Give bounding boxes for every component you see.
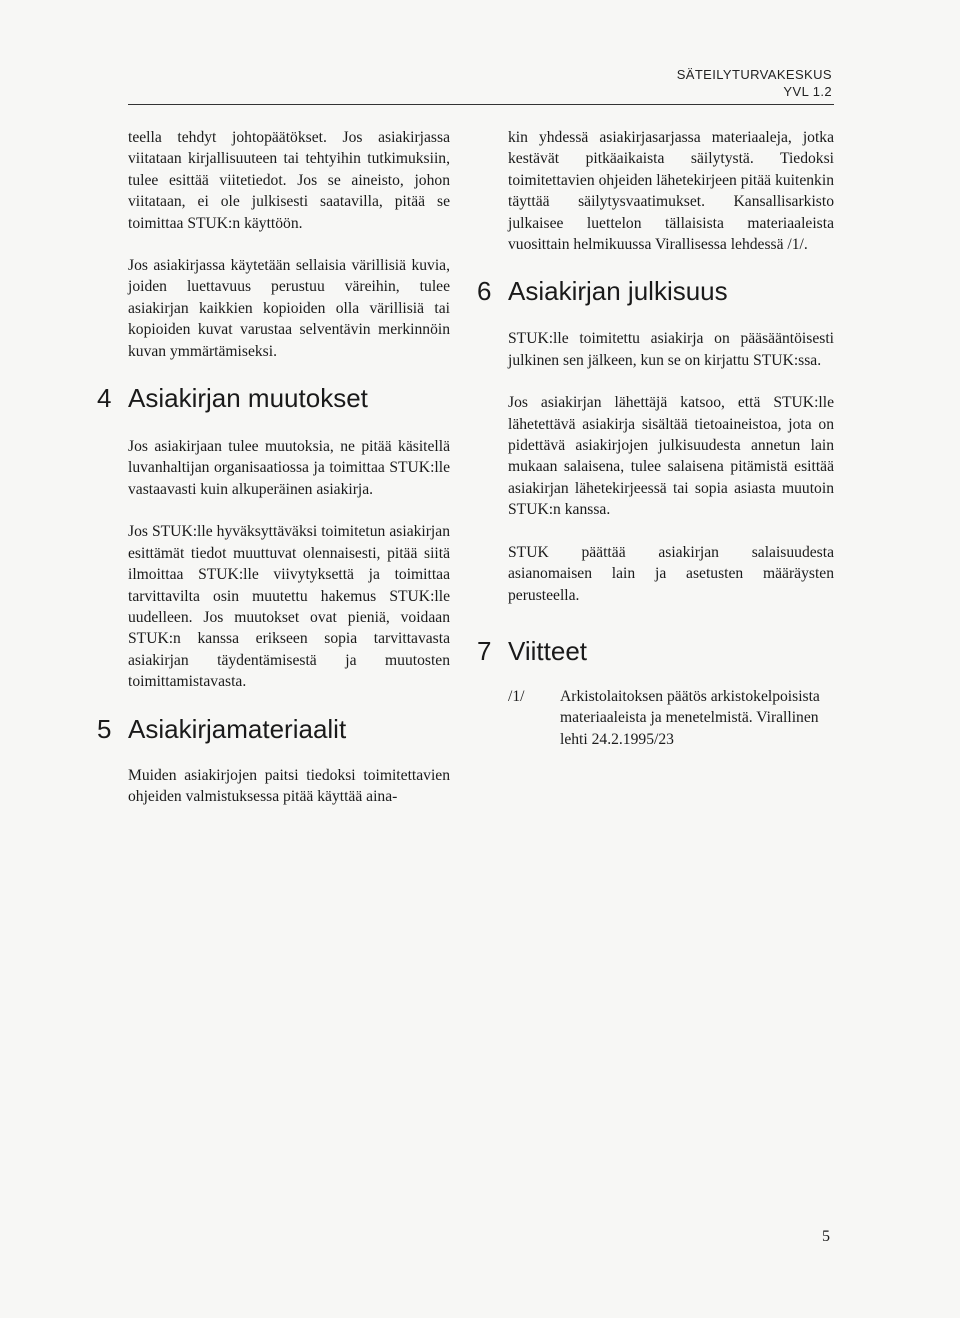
reference-item: [508, 686, 834, 750]
section-title: Viitteet: [508, 635, 588, 666]
section-heading-4: [97, 383, 450, 414]
section-number: 5: [97, 713, 112, 744]
section-title: Asiakirjan julkisuus: [508, 276, 728, 307]
left-column: [97, 127, 450, 828]
section-title: Asiakirjamateriaalit: [128, 713, 347, 744]
paragraph: Jos STUK:lle hyväksyttäväksi toimitetun asiakirjan esittämät tiedot muuttuvat olennaisesti, pitää siitä ilmoittaa STUK:lle viivytyksettä ja toimittaa tarvittavilta osin muutettu hakemus STUK:lle uudelleen. Jos muutokset ovat pieniä, voidaan STUK:n kanssa erikseen sopia tarvittavasta asiakirjan täydentämisestä ja muutosten toimittamistavasta.: [128, 523, 450, 691]
paragraph: STUK:lle toimitettu asiakirja on pääsääntöisesti julkinen sen jälkeen, kun se on kirjattu STUK:ssa.: [508, 330, 834, 369]
right-column: [477, 127, 834, 750]
section-number: 7: [477, 635, 492, 666]
paragraph: teella tehdyt johtopäätökset. Jos asiakirjassa viitataan kirjallisuuteen tai tehtyihin tutkimuksiin, tulee esittää viitetiedot. Jos se aineisto, johon viitataan, ei ole julkisesti saatavilla, pitää se toimittaa STUK:n käyttöön.: [128, 129, 450, 232]
paragraph: kin yhdessä asiakirjasarjassa materiaaleja, jotka kestävät pitkäaikaista säilytystä. Tiedoksi toimitettavien ohjeiden lähetekirjeen pitää kuitenkin täyttää säilytysvaatimukset. Kansallisarkisto julkaisee luettelon tällaisista materiaaleista vuosittain helmikuussa Virallisessa lehdessä /1/.: [508, 129, 834, 254]
page-header: [677, 66, 832, 100]
section-heading-7: [477, 635, 834, 666]
section-heading-6: [477, 276, 834, 307]
section-heading-5: [97, 713, 450, 744]
header-rule: [128, 104, 834, 105]
paragraph: Jos asiakirjan lähettäjä katsoo, että STUK:lle lähetettävä asiakirja sisältää tietoaineistoa, jota on pidettävä asiakirjojen julkisuudesta annetun lain mukaan salaisena, tulee salaisena pitämistä esittää asiakirjan lähetekirjeessä tai sopia asiasta muutoin STUK:n kanssa.: [508, 394, 834, 519]
header-organization: SÄTEILYTURVAKESKUS: [676, 67, 832, 82]
paragraph: Muiden asiakirjojen paitsi tiedoksi toimitettavien ohjeiden valmistuksessa pitää käyttää aina-: [128, 766, 450, 805]
paragraph: Jos asiakirjaan tulee muutoksia, ne pitää käsitellä luvanhaltijan organisaatiossa ja toimittaa STUK:lle vastaavasti kuin alkuperäinen asiakirja.: [128, 438, 450, 498]
section-number: 4: [97, 383, 112, 414]
header-code: YVL 1.2: [783, 84, 832, 99]
section-number: 6: [477, 276, 492, 307]
reference-label: /1/: [508, 687, 525, 705]
paragraph: Jos asiakirjassa käytetään sellaisia värillisiä kuvia, joiden luettavuus perustuu väreihin, tulee asiakirjan kaikkien kopioiden olla värillisiä tai kopioiden kuvat varustaa selventävin merkinnöin kuvan ymmärtämiseksi.: [128, 257, 450, 360]
paragraph: STUK päättää asiakirjan salaisuudesta asianomaisen lain ja asetusten määräysten perusteella.: [508, 543, 834, 604]
page-number: 5: [822, 1228, 830, 1245]
section-title: Asiakirjan muutokset: [128, 383, 368, 414]
reference-text: Arkistolaitoksen päätös arkistokelpoisista materiaaleista ja menetelmistä. Virallinen lehti 24.2.1995/23: [560, 687, 820, 748]
